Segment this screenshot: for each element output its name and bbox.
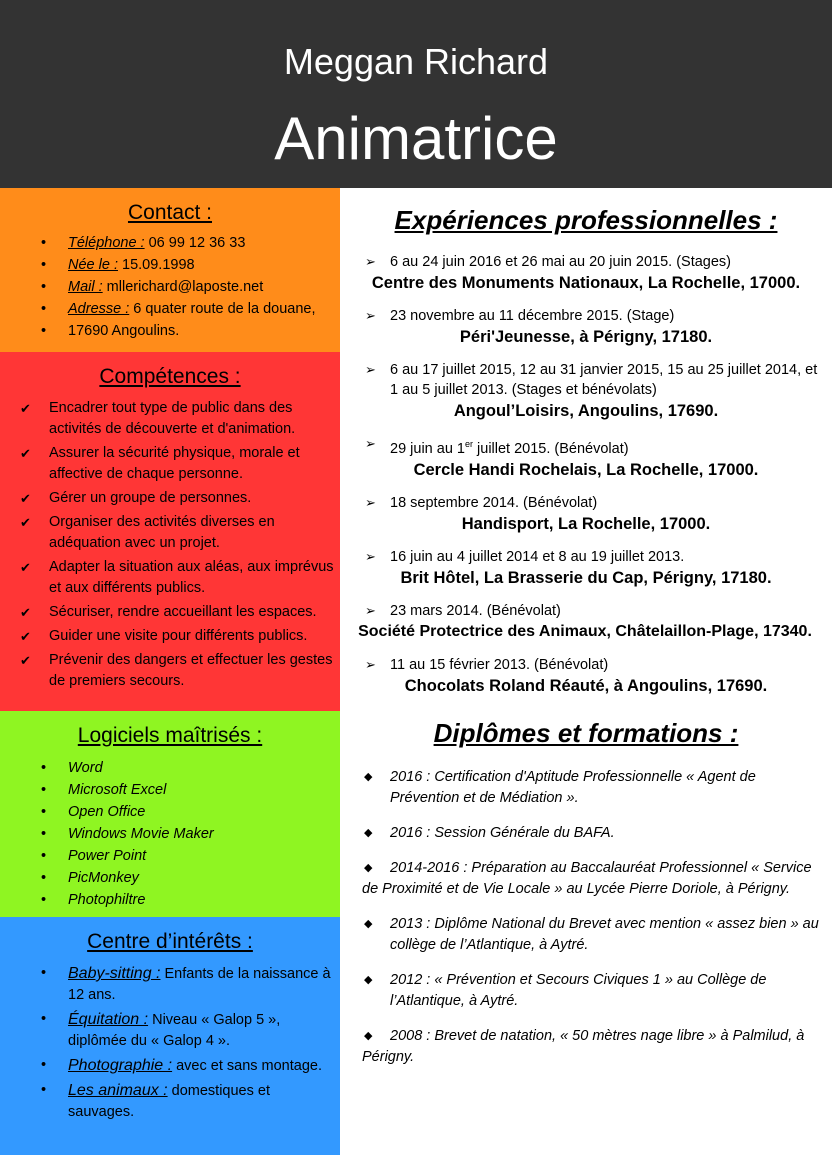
competence-item: ✔ Prévenir des dangers et effectuer les gestes de premiers secours.	[0, 650, 340, 692]
contact-label: Mail :	[68, 279, 103, 295]
diplome-text: 2016 : Session Générale du BAFA.	[390, 824, 615, 841]
experience-dates: ➢ 16 juin au 4 juillet 2014 et 8 au 19 juillet 2013.	[340, 547, 832, 567]
experience-item	[340, 306, 832, 348]
contact-label: Née le :	[68, 257, 118, 273]
logiciel-name: Photophiltre	[68, 892, 146, 908]
contact-value: 6 quater route de la douane,	[129, 301, 316, 317]
diplome-item	[340, 823, 832, 844]
competences-section	[0, 352, 340, 711]
experience-item	[340, 547, 832, 589]
interet-value: domestiques et sauvages.	[68, 1083, 270, 1120]
diplome-text: 2012 : « Prévention et Secours Civiques 1 » au Collège de l’Atlantique, à Aytré.	[390, 971, 767, 1009]
logiciel-name: Microsoft Excel	[68, 782, 167, 798]
competence-item: ✔ Adapter la situation aux aléas, aux imprévus et aux différents publics.	[0, 557, 340, 599]
experience-dates: ➢ 6 au 24 juin 2016 et 26 mai au 20 juin 2015. (Stages)	[340, 252, 832, 272]
interet-item	[0, 1009, 340, 1052]
logiciel-item	[0, 889, 340, 911]
competence-item: ✔ Assurer la sécurité physique, morale et affective de chaque personne.	[0, 443, 340, 485]
diplomes-title: Diplômes et formations :	[433, 717, 739, 748]
experience-dates-part: 29 juin au 1	[390, 440, 465, 457]
logiciels-list	[0, 757, 340, 911]
diplome-item	[340, 914, 832, 956]
interets-title: Centre d’intérêts :	[87, 930, 253, 953]
contact-title: Contact :	[127, 201, 213, 224]
diplome-text: 2014-2016 : Préparation au Baccalauréat Professionnel « Service de Proximité et de Vie Locale » au Lycée Pierre Doriole, à Périgny.	[362, 859, 812, 897]
contact-item-city	[0, 320, 340, 342]
competence-item: ✔ Encadrer tout type de public dans des activités de découverte et d'animation.	[0, 398, 340, 440]
experience-dates: ➢ 6 au 17 juillet 2015, 12 au 31 janvier 2015, 15 au 25 juillet 2014, et 1 au 5 juillet 2013. (Stages et bénévolats)	[340, 360, 832, 400]
diamond-bullet-icon: ◆	[364, 917, 373, 930]
contact-value: mllerichard@laposte.net	[102, 279, 264, 295]
logiciel-name: PicMonkey	[68, 870, 139, 886]
diplome-item	[340, 858, 832, 900]
logiciel-name: Power Point	[68, 848, 147, 864]
diplome-text: 2016 : Certification d'Aptitude Professionnelle « Agent de Prévention et de Médiation ».	[390, 768, 756, 806]
interet-label: Les animaux :	[68, 1082, 168, 1099]
logiciel-item	[0, 801, 340, 823]
logiciel-name: Open Office	[68, 804, 146, 820]
experience-dates	[340, 434, 832, 459]
header	[0, 0, 832, 188]
experience-place: Cercle Handi Rochelais, La Rochelle, 17000.	[413, 460, 759, 479]
interet-label: Baby-sitting :	[68, 965, 161, 982]
experience-place: Angoul’Loisirs, Angoulins, 17690.	[453, 402, 719, 420]
diplome-item	[340, 1026, 832, 1068]
experience-dates-part: juillet 2015. (Bénévolat)	[473, 440, 629, 457]
competences-title: Compétences :	[99, 365, 241, 388]
diamond-bullet-icon: ◆	[364, 861, 373, 874]
logiciels-title: Logiciels maîtrisés :	[77, 724, 263, 747]
interet-value: Enfants de la naissance à 12 ans.	[68, 966, 331, 1003]
experience-item	[340, 252, 832, 294]
contact-section	[0, 188, 340, 352]
experience-place: Chocolats Roland Réauté, à Angoulins, 17690.	[404, 676, 768, 695]
experience-place: Société Protectrice des Animaux, Châtelaillon-Plage, 17340.	[358, 622, 812, 640]
diamond-bullet-icon: ◆	[364, 1029, 373, 1042]
logiciel-item	[0, 867, 340, 889]
experience-dates: ➢ 23 novembre au 11 décembre 2015. (Stage)	[340, 306, 832, 326]
main-content	[340, 188, 832, 1082]
diplome-item	[340, 970, 832, 1012]
diamond-bullet-icon: ◆	[364, 826, 373, 839]
interet-item	[0, 1080, 340, 1123]
interets-section	[0, 917, 340, 1155]
competence-item: ✔ Guider une visite pour différents publics.	[0, 626, 340, 647]
experience-dates-sup: er	[464, 439, 473, 449]
experience-dates: ➢ 11 au 15 février 2013. (Bénévolat)	[340, 655, 832, 675]
logiciel-item	[0, 845, 340, 867]
logiciel-item	[0, 779, 340, 801]
experience-item	[340, 601, 832, 643]
contact-value: 15.09.1998	[117, 257, 195, 273]
sidebar	[0, 188, 340, 1155]
contact-value: 06 99 12 36 33	[144, 235, 246, 251]
experience-place: Péri'Jeunesse, à Périgny, 17180.	[459, 328, 713, 346]
competence-item: ✔ Gérer un groupe de personnes.	[0, 488, 340, 509]
experience-item	[340, 655, 832, 697]
contact-value: 17690 Angoulins.	[68, 323, 180, 339]
contact-label: Adresse :	[68, 301, 130, 317]
contact-label: Téléphone :	[68, 235, 145, 251]
interet-item	[0, 963, 340, 1006]
diplome-text: 2008 : Brevet de natation, « 50 mètres nage libre » à Palmilud, à Périgny.	[362, 1027, 805, 1065]
interet-label: Équitation :	[68, 1011, 149, 1028]
experience-item	[340, 434, 832, 481]
logiciel-name: Word	[68, 760, 103, 776]
experience-dates: ➢ 23 mars 2014. (Bénévolat)	[340, 601, 832, 621]
experience-place: Handisport, La Rochelle, 17000.	[461, 514, 711, 533]
interet-label: Photographie :	[68, 1057, 173, 1074]
diamond-bullet-icon: ◆	[364, 973, 373, 986]
diplome-text: 2013 : Diplôme National du Brevet avec mention « assez bien » au collège de l’Atlantique, à Aytré.	[390, 915, 819, 953]
experience-item	[340, 360, 832, 422]
experience-place: Centre des Monuments Nationaux, La Rochelle, 17000.	[371, 274, 801, 292]
person-name: Meggan Richard	[283, 41, 549, 82]
experience-place: Brit Hôtel, La Brasserie du Cap, Périgny, 17180.	[400, 568, 772, 587]
interets-list	[0, 963, 340, 1123]
job-title: Animatrice	[274, 105, 558, 172]
contact-item-address	[0, 298, 340, 320]
competences-list	[0, 398, 340, 692]
logiciel-name: Windows Movie Maker	[68, 826, 214, 842]
interet-value: Niveau « Galop 5 », diplômée du « Galop 4 ».	[68, 1012, 281, 1049]
experience-dates: ➢ 18 septembre 2014. (Bénévolat)	[340, 493, 832, 513]
logiciel-item	[0, 823, 340, 845]
logiciel-item	[0, 757, 340, 779]
competence-item: ✔ Sécuriser, rendre accueillant les espaces.	[0, 602, 340, 623]
interet-item	[0, 1055, 340, 1077]
contact-list	[0, 232, 340, 342]
competence-item: ✔ Organiser des activités diverses en adéquation avec un projet.	[0, 512, 340, 554]
contact-item-mail	[0, 276, 340, 298]
logiciels-section	[0, 711, 340, 917]
contact-item-phone	[0, 232, 340, 254]
experiences-title: Expériences professionnelles :	[394, 205, 778, 235]
experience-item	[340, 493, 832, 535]
diamond-bullet-icon: ◆	[364, 770, 373, 783]
contact-item-birth	[0, 254, 340, 276]
diplome-item	[340, 767, 832, 809]
interet-value: avec et sans montage.	[172, 1058, 322, 1074]
